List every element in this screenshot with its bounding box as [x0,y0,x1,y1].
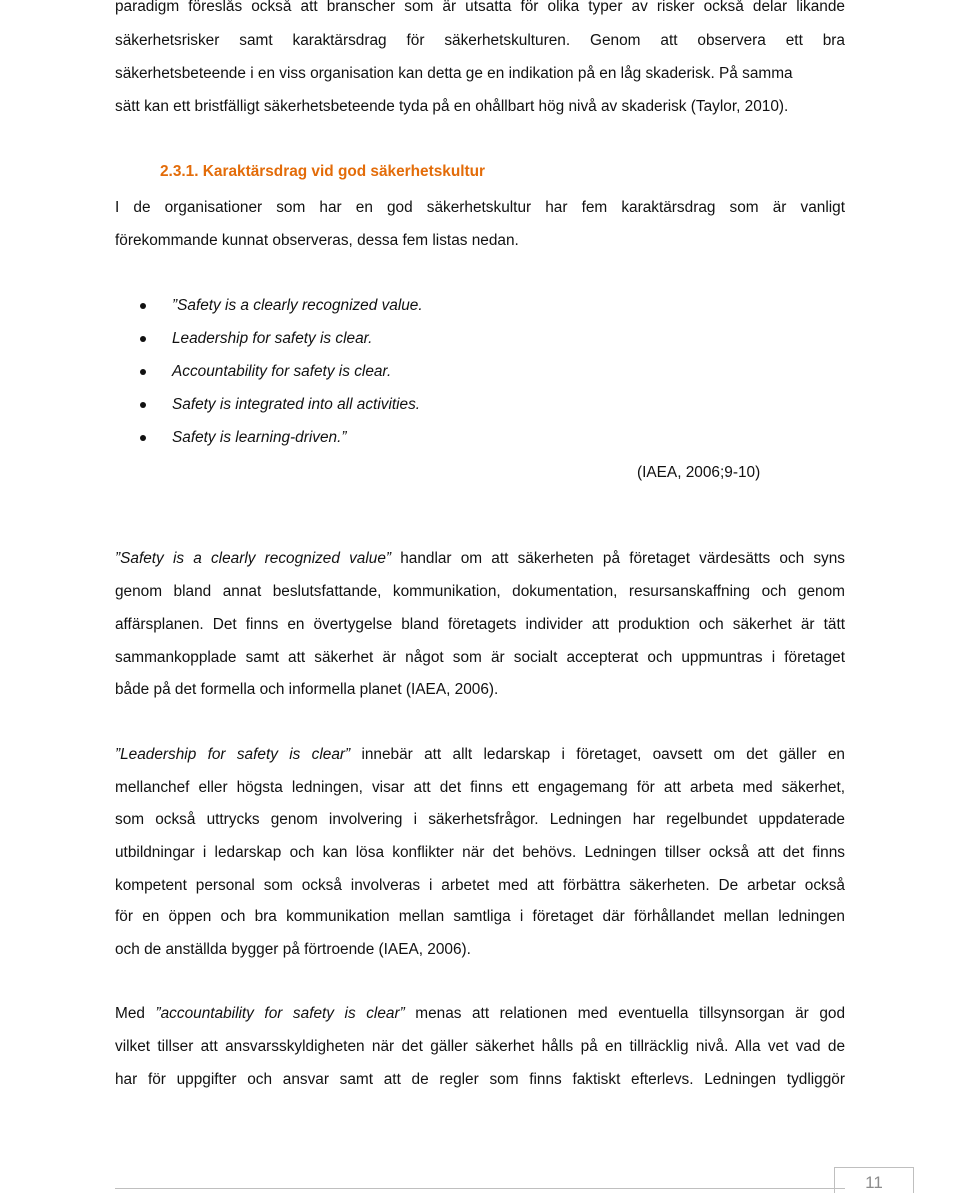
para-value-line-2: genom bland annat beslutsfattande, kommunikation, dokumentation, resursanskaffning och genom [115,583,845,600]
intro-line-4: sätt kan ett bristfälligt säkerhetsbeteende tyda på en ohållbart hög nivå av skaderisk (Taylor, 2010). [115,98,789,115]
intro-line-2: säkerhetsrisker samt karaktärsdrag för säkerhetskulturen. Genom att observera ett bra [115,32,845,49]
list-item: Safety is learning-driven.” [140,429,347,447]
para-value-line-3: affärsplanen. Det finns en övertygelse bland företagets individer att produktion och säkerhet är tätt [115,616,845,633]
section-para-line-1: I de organisationer som har en god säkerhetskultur har fem karaktärsdrag som är vanligt [115,199,845,216]
footer-divider [115,1188,845,1189]
para-leadership-line-7: och de anställda bygger på förtroende (IAEA, 2006). [115,941,471,958]
para-leadership-line-1: ”Leadership for safety is clear” innebär att allt ledarskap i företaget, oavsett om det gäller en [115,746,845,763]
citation: (IAEA, 2006;9-10) [637,464,761,481]
bullet-icon [140,303,146,309]
section-heading: 2.3.1. Karaktärsdrag vid god säkerhetskultur [160,163,486,180]
para-leadership-line-3: som också uttrycks genom involvering i säkerhetsfrågor. Ledningen har regelbundet uppdaterade [115,811,845,828]
page-number: 11 [834,1167,914,1193]
para-value-line-5: både på det formella och informella planet (IAEA, 2006). [115,681,499,698]
para-accountability-line-3: har för uppgifter och ansvar samt att de regler som finns faktiskt efterlevs. Ledningen tydliggör [115,1071,845,1088]
list-item: Accountability for safety is clear. [140,363,391,381]
list-item: Safety is integrated into all activities. [140,396,420,414]
bullet-icon [140,402,146,408]
bullet-icon [140,369,146,375]
list-item: Leadership for safety is clear. [140,330,372,348]
intro-line-1: paradigm föreslås också att branscher som är utsatta för olika typer av risker också delar likande [115,0,845,15]
para-leadership-line-2: mellanchef eller högsta ledningen, visar att det finns ett engagemang för att arbeta med säkerhet, [115,779,845,796]
para-accountability-line-1: Med ”accountability for safety is clear” menas att relationen med eventuella tillsynsorgan är god [115,1005,846,1022]
para-value-line-1: ”Safety is a clearly recognized value” handlar om att säkerheten på företaget värdesätts och syns [115,550,845,567]
section-para-line-2: förekommande kunnat observeras, dessa fem listas nedan. [115,232,519,249]
para-value-line-4: sammankopplade samt att säkerhet är något som är socialt accepterat och uppmuntras i företaget [115,649,845,666]
list-item: ”Safety is a clearly recognized value. [140,297,423,315]
intro-line-3: säkerhetsbeteende i en viss organisation kan detta ge en indikation på en låg skaderisk. På samma [115,65,793,82]
bullet-icon [140,336,146,342]
para-leadership-line-4: utbildningar i ledarskap och kan lösa konflikter när det behövs. Ledningen tillser också att det finns [115,844,845,861]
para-accountability-line-2: vilket tillser att ansvarsskyldigheten när det gäller säkerhet hålls på en tillräcklig nivå. Alla vet vad de [115,1038,845,1055]
para-leadership-line-6: för en öppen och bra kommunikation mellan samtliga i företaget där förhållandet mellan ledningen [115,908,845,925]
bullet-icon [140,435,146,441]
para-leadership-line-5: kompetent personal som också involveras i arbetet med att förbättra säkerheten. De arbetar också [115,877,845,894]
